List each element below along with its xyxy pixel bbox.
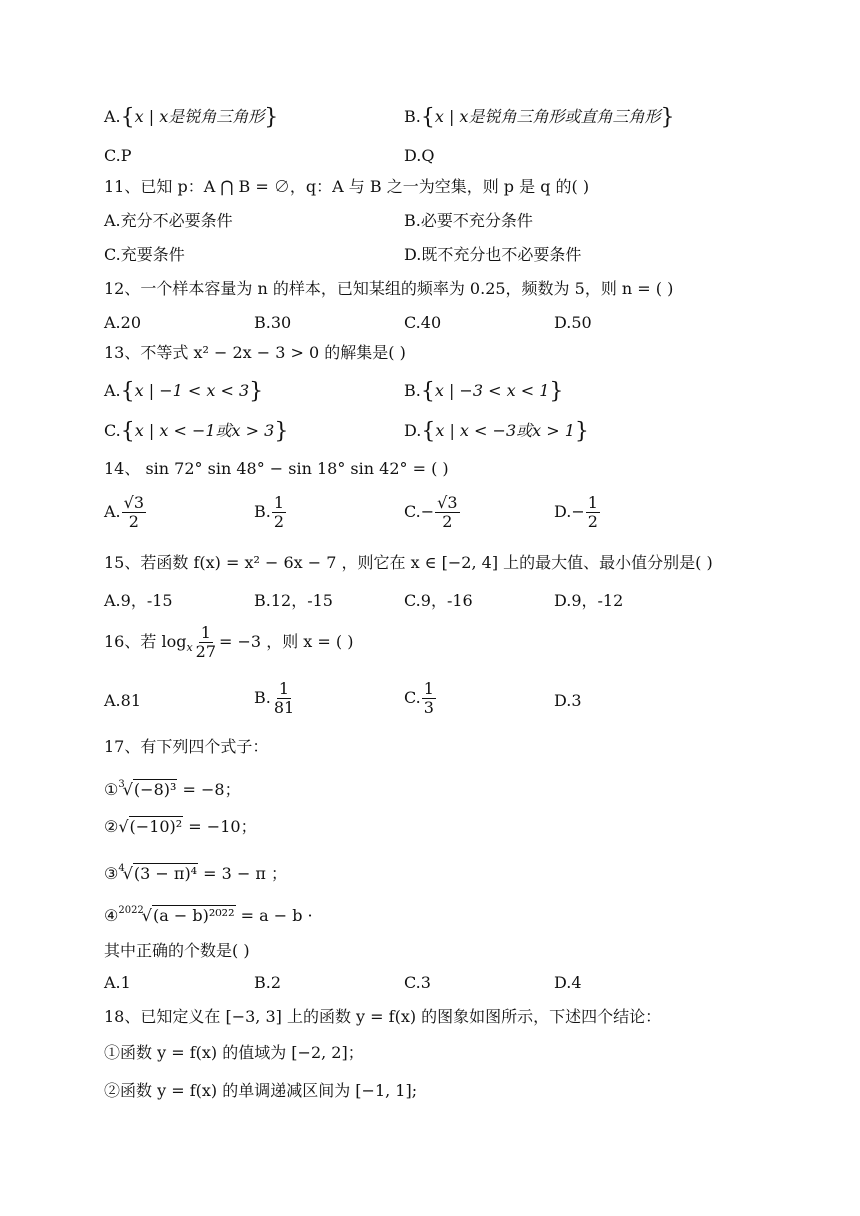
radicand: (3 − π)⁴ [133, 864, 198, 883]
item-marker: ② [104, 817, 119, 836]
brace-close: } [264, 105, 279, 130]
radicand: (−10)² [129, 817, 183, 836]
q17-option-d: D.4 [554, 973, 582, 992]
option-label: B. [404, 381, 421, 400]
q17-option-c: C.3 [404, 973, 431, 992]
q17-item-4: ④$^{2022}$√(a − b)²⁰²² = a − b · [104, 905, 313, 925]
q11-option-c: C.充要条件 [104, 245, 185, 264]
q13-option-d [404, 420, 589, 443]
item-marker: ③ [104, 864, 119, 883]
brace-open: { [120, 379, 135, 404]
brace-open: { [420, 379, 435, 404]
fraction [435, 494, 459, 531]
numerator: √3 [123, 493, 145, 512]
option-label: C.− [404, 502, 435, 521]
brace-close: } [274, 419, 289, 444]
q11-option-a: A.充分不必要条件 [104, 211, 233, 230]
fraction [272, 494, 286, 531]
option-text: x | x < −3或x > 1 [435, 421, 575, 440]
option-text: x | x < −1或x > 3 [134, 421, 275, 440]
option-text: x | x是锐角三角形 [134, 107, 265, 126]
brace-close: } [574, 419, 589, 444]
q10-option-d: D.Q [404, 146, 435, 165]
q15-option-d: D.9，-12 [554, 591, 624, 610]
q15-option-b: B.12，-15 [254, 591, 333, 610]
q14-option-b [254, 494, 287, 531]
brace-close: } [249, 379, 264, 404]
option-label: C. [404, 688, 421, 707]
stem-prefix: 16、若 log [104, 632, 187, 651]
numerator: 1 [423, 679, 434, 698]
option-label: A. [104, 381, 121, 400]
q17-option-a: A.1 [104, 973, 131, 992]
q15-option-c: C.9，-16 [404, 591, 473, 610]
option-label: D. [404, 421, 422, 440]
fraction [122, 494, 146, 531]
option-text: x | x是锐角三角形或直角三角形 [434, 107, 661, 126]
option-label: D.− [554, 502, 585, 521]
log-base: x [186, 641, 193, 655]
numerator: 1 [278, 679, 290, 698]
brace-open: { [120, 419, 135, 444]
root-index: 2022 [118, 905, 144, 916]
q14-option-a [104, 494, 147, 531]
denominator: 2 [587, 512, 598, 531]
q16-option-c [404, 680, 437, 717]
q13-stem: 13、不等式 x² − 2x − 3 > 0 的解集是( ) [104, 343, 406, 362]
q16-option-d: D.3 [554, 691, 582, 710]
q18-stem: 18、已知定义在 [−3, 3] 上的函数 y = f(x) 的图象如图所示，下述四个结论： [104, 1007, 662, 1026]
q11-option-b: B.必要不充分条件 [404, 211, 533, 230]
q15-option-a: A.9，-15 [104, 591, 173, 610]
brace-open: { [420, 105, 435, 130]
option-text: x | −1 < x < 3 [134, 381, 250, 400]
q12-stem: 12、一个样本容量为 n 的样本，已知某组的频率为 0.25，频数为 5，则 n = ( ) [104, 279, 674, 298]
q16-option-a: A.81 [104, 691, 141, 710]
stem-suffix: = −3 ，则 x = ( ) [219, 632, 354, 651]
q14-stem: 14、 sin 72° sin 48° − sin 18° sin 42° = ( ) [104, 459, 449, 478]
option-label: C. [104, 421, 121, 440]
q18-conclusion-2: ②函数 y = f(x) 的单调递减区间为 [−1, 1]; [104, 1081, 418, 1100]
q17-option-b: B.2 [254, 973, 282, 992]
q13-option-a [104, 380, 263, 403]
item-marker: ① [104, 780, 119, 799]
q16-option-b [254, 680, 297, 717]
q12-option-a: A.20 [104, 313, 141, 332]
q15-stem: 15、若函数 f(x) = x² − 6x − 7 ，则它在 x ∈ [−2, 4] 上的最大值、最小值分别是( ) [104, 553, 713, 572]
option-label: A. [104, 107, 121, 126]
item-marker: ④ [104, 906, 119, 925]
denominator: 2 [442, 512, 453, 531]
equation-rhs: = a − b · [235, 906, 313, 925]
option-label: B. [254, 688, 271, 707]
denominator: 2 [273, 512, 285, 531]
q10-option-c: C.P [104, 146, 132, 165]
fraction [586, 494, 600, 531]
q12-option-b: B.30 [254, 313, 292, 332]
q18-conclusion-1: ①函数 y = f(x) 的值域为 [−2, 2]； [104, 1043, 364, 1062]
q12-option-d: D.50 [554, 313, 592, 332]
brace-close: } [660, 105, 675, 130]
option-text: x | −3 < x < 1 [434, 381, 550, 400]
equation-rhs: = 3 − π ； [198, 864, 288, 883]
q14-option-d [554, 494, 601, 531]
q17-item-3: ③$^4$√(3 − π)⁴ = 3 − π ； [104, 863, 288, 883]
brace-open: { [421, 419, 436, 444]
equation-rhs: = −10； [183, 817, 257, 836]
denominator: 3 [423, 698, 434, 717]
q16-stem [104, 624, 353, 661]
radicand: (a − b)²⁰²² [153, 906, 235, 925]
numerator: 1 [200, 623, 211, 642]
q14-option-c [404, 494, 461, 531]
radicand: (−8)³ [133, 780, 177, 799]
q10-option-b [404, 106, 674, 129]
denominator: 27 [195, 642, 217, 661]
root-index: 4 [118, 863, 125, 874]
numerator: 1 [587, 493, 598, 512]
option-label: B. [404, 107, 421, 126]
q17-stem: 17、有下列四个式子： [104, 737, 269, 756]
fraction [422, 680, 436, 717]
q11-stem: 11、已知 p：A ⋂ B = ∅，q：A 与 B 之一为空集，则 p 是 q 的( ) [104, 177, 590, 196]
q17-item-2: ②√(−10)² = −10； [104, 817, 257, 836]
brace-open: { [120, 105, 135, 130]
q11-option-d: D.既不充分也不必要条件 [404, 245, 582, 264]
numerator: 1 [273, 493, 285, 512]
fraction [272, 680, 296, 717]
root-index: 3 [118, 779, 125, 790]
q17-item-1: ①$^3$√(−8)³ = −8； [104, 779, 241, 799]
denominator: 81 [273, 698, 295, 717]
q13-option-b [404, 380, 563, 403]
q10-option-a [104, 106, 278, 129]
equation-rhs: = −8； [177, 780, 241, 799]
option-label: B. [254, 502, 271, 521]
fraction [194, 624, 218, 661]
denominator: 2 [128, 512, 139, 531]
q17-question: 其中正确的个数是( ) [104, 941, 250, 960]
numerator: √3 [437, 493, 458, 512]
brace-close: } [549, 379, 564, 404]
option-label: A. [104, 502, 121, 521]
q12-option-c: C.40 [404, 313, 442, 332]
q13-option-c [104, 420, 288, 443]
